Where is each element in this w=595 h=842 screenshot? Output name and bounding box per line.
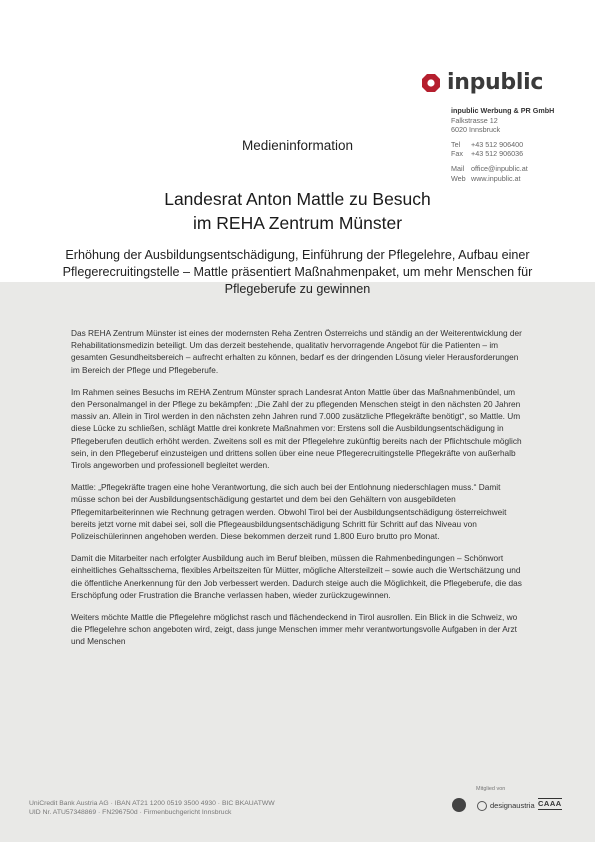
paragraph: Weiters möchte Mattle die Pflegelehre möglichst rasch und flächendeckend in Tirol ausrollen. Ein Blick in die Schweiz, wo die Pflegelehre schon angeboten wird, zeigt, dass junge Menschen immer mehr verantwortungsvolle Aufgaben in der Arzt und Menschen — [71, 612, 518, 647]
subtitle: Erhöhung der Ausbildungsentschädigung, Einführung der Pflegelehre, Aufbau einer Pflegerecruitingstelle – Mattle präsentiert Maßnahmenpaket, um mehr Menschen für Pflegeberufe zu gewinnen — [62, 248, 533, 296]
web-label: Web — [451, 173, 466, 183]
company-name: inpublic Werbung & PR GmbH — [451, 106, 555, 115]
fax-label: Fax — [451, 149, 463, 159]
paragraph: Im Rahmen seines Besuchs im REHA Zentrum Münster sprach Landesrat Anton Mattle über das Maßnahmenbündel, um den Personalmangel in der Pflege zu bekämpfen: „Die Zahl der zu pflegenden Menschen steigt in den nächsten 20 Jahren massiv an. Allein in Tirol werden in den nächsten zehn Jahren rund 7.000 zusätzliche Pflegekräfte benötigt“, so Mattle. Um diese Lücke zu schließen, schlägt Mattle drei konkrete Maßnahmen vor: Erstens soll die Ausbildungsentschädigung in Pflegeberufen deutlich erhöht werden. Zweitens soll es mit der Pflegelehre zukünftig bereits nach der Pflichtschule möglich sein, in den Pflegeberuf einzusteigen und drittens sollen über eine neue Pflegerecruitingstelle Pflegekräfte von außerhalb Tirols angeworben und professionell begleitet werden. — [71, 386, 522, 471]
mail-link[interactable]: office@inpublic.at — [471, 163, 528, 173]
company-logo — [421, 72, 543, 94]
paragraph: Mattle: „Pflegekräfte tragen eine hohe Verantwortung, die sich auch bei der Entlohnung niederschlagen muss.“ Damit müsse schon bei der Ausbildungsentschädigung gestartet und dem bei den Gehältern von ausgebildeten Pflegemitarbeiterinnen wie Rechnung getragen werden. Obwohl Tirol bei der Ausbildungsentschädigung österreichweit bereits jetzt vorne mit dabei sei, soll die Pflegeausbildungsentschädigung Schritt für Schritt auf das Niveau von Polizeischülerinnen angehoben werden. Diese bekommen derzeit rund 1.800 Euro brutto pro Monat. — [71, 482, 507, 542]
title-line: im REHA Zentrum Münster — [192, 213, 403, 233]
mail-label: Mail — [451, 163, 465, 173]
inpublic-logo-icon — [421, 73, 441, 93]
address-street: Falkstrasse 12 — [451, 115, 498, 125]
contact-web — [451, 174, 554, 184]
web-link[interactable]: www.inpublic.at — [471, 173, 521, 183]
tel-value: +43 512 906400 — [471, 139, 524, 149]
footer-legal — [29, 799, 275, 817]
contact-mail — [451, 164, 554, 174]
fax-value: +43 512 906036 — [471, 149, 524, 159]
association-badge-icon — [452, 798, 466, 812]
paragraph: Das REHA Zentrum Münster ist eines der modernsten Reha Zentren Österreichs und ständig an der Weiterentwicklung der Rehabilitationsmedizin beteiligt. Um das derzeit bestehende, qualitativ hervorragende Angebot für die Patienten – im gesamten Gesundheitsbereich – aufrecht erhalten zu können, bedarf es der dringenden Lösung vieler Herausforderungen im Bereich der Pflege und Pflegeberufe. — [71, 328, 522, 375]
paragraph: Damit die Mitarbeiter nach erfolgter Ausbildung auch im Beruf bleiben, müssen die Rahmenbedingungen – Schönwort einheitliches Gehaltsschema, flexibles Arbeitszeiten für Mütter, mögliche Altersteilzeit – sowie auch die Wertschätzung und die öffentliche Anerkennung für den Job verbessert werden. Dadurch steige auch die Möglichkeit, die Pflegeberufe, die das Erschöpfung oder Frustration die Branche verlassen haben, wieder zurückzugewinnen. — [71, 553, 522, 600]
footer-uid-line: UID Nr. ATU57348869 · FN296750d · Firmenbuchgericht Innsbruck — [29, 809, 232, 816]
member-label: Mitglied von — [476, 786, 506, 792]
footer-bank-line: UniCredit Bank Austria AG · IBAN AT21 1200 0519 3500 4930 · BIC BKAUATWW — [29, 800, 275, 807]
logo-wordmark: inpublic — [447, 70, 544, 95]
page-title — [60, 187, 535, 235]
designaustria-ring-icon — [477, 801, 487, 811]
title-line: Landesrat Anton Mattle zu Besuch — [164, 189, 431, 209]
caaa-logo: CAAA — [538, 799, 562, 808]
address-city: 6020 Innsbruck — [451, 125, 501, 135]
designaustria-logo: designaustria — [490, 801, 535, 810]
tel-label: Tel — [451, 139, 461, 149]
document-label: Medieninformation — [241, 138, 354, 153]
body-text — [71, 327, 523, 658]
